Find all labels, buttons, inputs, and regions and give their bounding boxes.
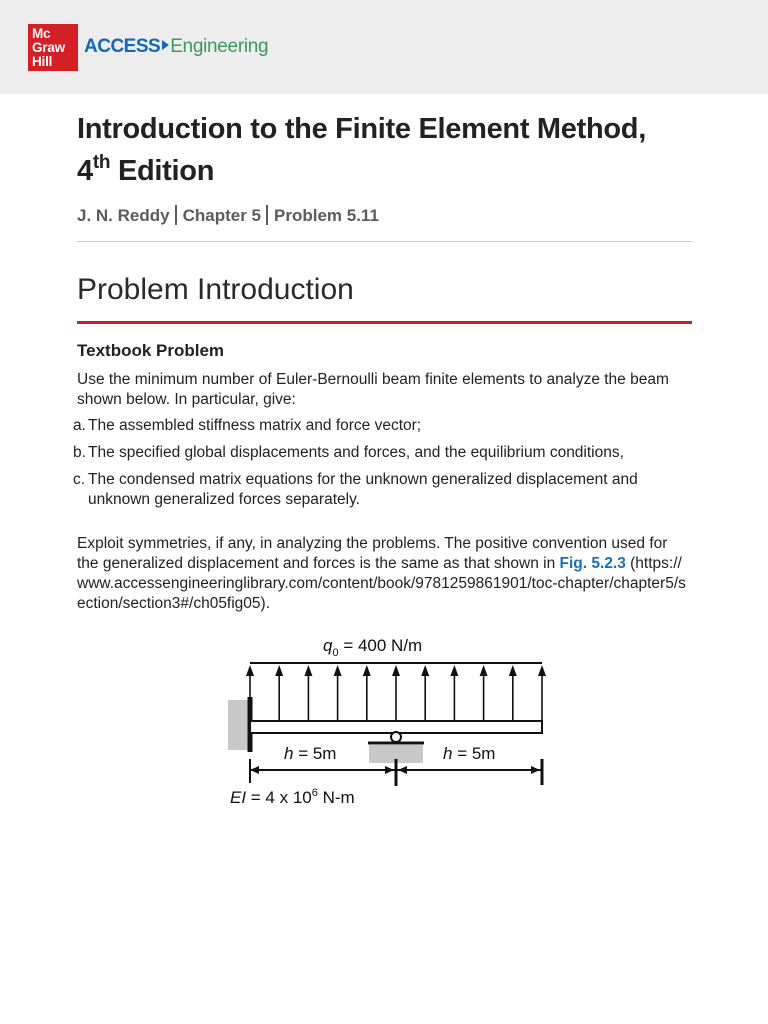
list-item — [73, 443, 688, 463]
author-name: J. N. Reddy — [77, 206, 170, 225]
section-divider — [77, 321, 692, 324]
load-arrow-head — [392, 665, 400, 676]
list-item-text: The specified global displacements and forces, and the equilibrium conditions, — [88, 444, 624, 461]
roller-support — [391, 732, 401, 742]
title-line1: Introduction to the Finite Element Method, — [77, 113, 646, 145]
stiffness-unit: N-m — [317, 788, 355, 807]
logo-engineering-text: Engineering — [170, 36, 269, 57]
span2-symbol: h — [443, 744, 453, 763]
problem-label: Problem 5.11 — [274, 206, 379, 225]
logo-access-text: ACCESS — [84, 36, 161, 57]
access-engineering-logo[interactable] — [84, 35, 268, 59]
problem-intro-text: Use the minimum number of Euler-Bernoulli beam finite elements to analyze the beam shown below. In particular, give: — [77, 371, 669, 408]
site-header — [0, 0, 768, 94]
load-arrow-head — [450, 665, 458, 676]
logo-mc-text: Mc — [32, 26, 51, 41]
load-arrow-head — [421, 665, 429, 676]
load-value: = 400 N/m — [338, 636, 423, 655]
breadcrumb — [77, 204, 692, 228]
list-item-text: The condensed matrix equations for the unknown generalized displacement and unknown generalized forces separately. — [88, 471, 638, 508]
mcgraw-hill-logo[interactable] — [28, 24, 78, 71]
beam-diagram-svg — [226, 630, 546, 810]
load-arrow-head — [334, 665, 342, 676]
wall-support — [228, 700, 248, 750]
load-arrow-head — [480, 665, 488, 676]
span2-value: = 5m — [452, 744, 496, 763]
load-arrow-head — [509, 665, 517, 676]
list-marker: c. — [73, 471, 86, 488]
logo-hill-text: Hill — [32, 54, 53, 69]
dimension-arrow-mid-right — [398, 766, 407, 774]
span2-label — [443, 744, 495, 763]
stiffness-exponent: 6 — [311, 787, 318, 799]
dimension-arrow-left — [250, 766, 259, 774]
title-divider — [77, 241, 692, 242]
list-item-text: The assembled stiffness matrix and force vector; — [88, 417, 422, 434]
breadcrumb-divider — [175, 205, 177, 225]
page-title — [77, 108, 692, 192]
figure-link[interactable]: Fig. 5.2.3 — [559, 555, 626, 572]
load-label — [323, 636, 422, 659]
span1-symbol: h — [284, 744, 294, 763]
stiffness-label — [230, 787, 355, 807]
title-edition-number: 4 — [77, 155, 93, 187]
title-edition-suffix: th — [92, 152, 111, 173]
subsection-title: Textbook Problem — [77, 341, 225, 360]
list-item — [73, 470, 688, 510]
section-title: Problem Introduction — [77, 273, 354, 306]
logo-graw-text: Graw — [32, 40, 65, 55]
span1-label — [284, 744, 336, 763]
distributed-load-arrows — [246, 665, 546, 721]
load-subscript: 0 — [332, 647, 339, 659]
dimension-arrow-right — [531, 766, 540, 774]
list-marker: a. — [73, 417, 86, 434]
logo-arrow-icon — [162, 40, 169, 50]
breadcrumb-divider — [266, 205, 268, 225]
title-edition-word: Edition — [110, 155, 215, 187]
figure-url-text: (https://www.accessengineeringlibrary.com/content/book/9781259861901/toc-chapter/chapter5/section/section3#/ch05fig05). — [77, 555, 686, 612]
list-item — [73, 416, 688, 436]
load-arrow-head — [275, 665, 283, 676]
dimension-arrow-mid-left — [385, 766, 394, 774]
load-arrow-head — [538, 665, 546, 676]
list-marker: b. — [73, 444, 86, 461]
load-arrow-head — [304, 665, 312, 676]
span1-value: = 5m — [293, 744, 337, 763]
symmetry-paragraph — [77, 534, 692, 614]
main-content — [73, 108, 692, 614]
load-symbol: q — [323, 636, 333, 655]
stiffness-value: = 4 x 10 — [246, 788, 312, 807]
beam-diagram — [226, 630, 546, 810]
load-arrow-head — [246, 665, 254, 676]
symmetry-text: Exploit symmetries, if any, in analyzing the problems. The positive convention used for the generalized displacement and forces is the same as that shown in — [77, 535, 668, 572]
requirements-list — [73, 416, 692, 510]
chapter-label: Chapter 5 — [182, 206, 262, 225]
stiffness-symbol: EI — [230, 788, 247, 807]
load-arrow-head — [363, 665, 371, 676]
